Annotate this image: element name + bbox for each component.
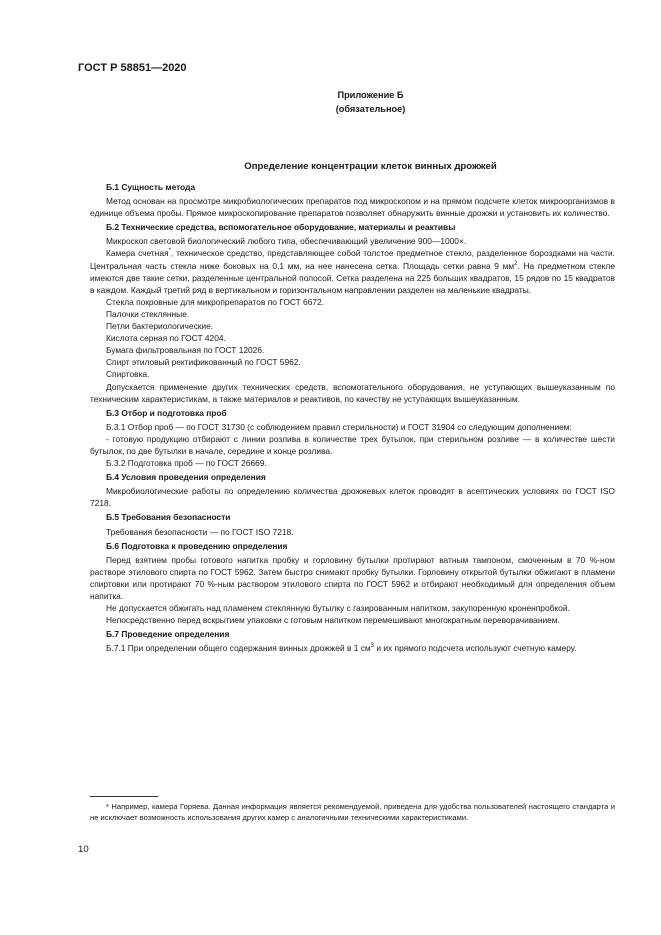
text-span: . На предметном стекле имеются две такие сетки, разделенные центральной полосой. Сетка разделена на 225 больших квадратов, 15 рядов по 15 квадратов в каждом. Каждый третий ряд в вертикальном и горизонтальном направлении разделен на маленькие квадраты. [90, 260, 615, 295]
section-heading-b4: Б.4 Условия проведения определения [106, 472, 266, 483]
appendix-label: Приложение Б [337, 90, 404, 100]
superscript: 2 [514, 260, 518, 267]
text-span: и их прямого подсчета используют счетную камеру. [374, 643, 577, 654]
paragraph: Микроскоп световой биологический любого типа, обеспечивающий увеличение 900—1000×. [106, 236, 467, 247]
paragraph: Допускается применение других технических средств, вспомогательного оборудования, не уступающих вышеуказанным по техническим характеристикам, а также материалов и реактивов, по качеству не уступающих вышеуказанным. [90, 381, 615, 404]
section-heading-b2: Б.2 Технические средства, вспомогательное оборудование, материалы и реактивы [106, 222, 456, 233]
page-number: 10 [78, 844, 89, 855]
list-item: Спирт этиловый ректификованный по ГОСТ 5962. [106, 357, 301, 368]
paragraph: Микробиологические работы по определению количества дрожжевых клеток проводят в асептических условиях по ГОСТ ISO 7218. [90, 486, 615, 509]
superscript: 3 [370, 643, 375, 650]
footnote-separator [90, 796, 158, 797]
paragraph: Б.3.1 Отбор проб — по ГОСТ 31730 (с соблюдением правил стерильности) и ГОСТ 31904 со следующим дополнением: [106, 421, 572, 432]
paragraph: Не допускается обжигать над пламенем стеклянную бутылку с газированным напитком, закупоренную кроненпробкой. [106, 603, 570, 614]
list-item: Спиртовка. [106, 369, 150, 380]
section-heading-b5: Б.5 Требования безопасности [106, 512, 231, 523]
document-body [90, 181, 615, 654]
paragraph: Метод основан на просмотре микробиологических препаратов под микроскопом и на прямом подсчете клеток микроорганизмов в единице объема пробы. Прямое микроскопирование препаратов позволяет обнаружить винные дрожжи и установить их количество. [90, 196, 615, 219]
paragraph: Требования безопасности — по ГОСТ ISO 7218. [106, 526, 294, 537]
text-span: , техническое средство, представляющее собой толстое предметное стекло, разделенное бороздками на части. Центральная часть стекла ниже боковых на 0,1 мм, на нее нанесена сетка. Площадь сетки равна 9 мм [90, 248, 615, 271]
footnote-ref: * [168, 248, 171, 255]
standard-designation: ГОСТ Р 58851—2020 [78, 62, 187, 74]
footnote: * Например, камера Горяева. Данная информация является рекомендуемой, приведена для удобства пользователей настоящего стандарта и не исключает возможность использования других камер с аналогичными техническими характеристиками. [90, 802, 615, 823]
text-span: Камера счетная [106, 248, 169, 259]
list-item: Кислота серная по ГОСТ 4204. [106, 333, 226, 344]
paragraph: Непосредственно перед вскрытием упаковки с готовым напитком перемешивают многократным переворачиванием. [106, 615, 560, 626]
section-heading-b3: Б.3 Отбор и подготовка проб [106, 407, 227, 418]
list-item: Бумага фильтровальная по ГОСТ 12026. [106, 345, 265, 356]
section-heading-b7: Б.7 Проведение определения [106, 629, 230, 640]
paragraph: Перед взятием пробы готового напитка пробку и горловину бутылки протирают ватным тампоном, смоченным в 70 %-ном растворе этилового спирта по ГОСТ 5962. Затем быстро снимают пробку бутылки. Горловину открытой бутылки обжигают в пламени спиртовки или протирают 70 %-ным раствором этилового спирта по ГОСТ 5962 и отбирают необходимый для определения объем напитка. [90, 554, 615, 601]
list-item: Петли бактериологические. [106, 321, 214, 332]
appendix-title: Определение концентрации клеток винных дрожжей [244, 161, 497, 172]
section-heading-b6: Б.6 Подготовка к проведению определения [106, 540, 288, 551]
paragraph: - готовую продукцию отбирают с линии розлива в количестве трех бутылок, при стерильном розливе — в количестве шести бутылок, по две бутылки в начале, середине и конце розлива. [90, 433, 615, 456]
paragraph-counting-chamber [90, 247, 615, 295]
section-heading-b1: Б.1 Сущность метода [106, 182, 196, 192]
text-span: Б.7.1 При определении общего содержания винных дрожжей в 1 см [106, 643, 371, 654]
appendix-status: (обязательное) [335, 104, 406, 114]
list-item: Палочки стеклянные. [106, 308, 190, 319]
paragraph: Б.3.2 Подготовка проб — по ГОСТ 26669. [106, 458, 267, 469]
paragraph-b7-1 [90, 642, 615, 654]
list-item: Стекла покровные для микропрепаратов по ГОСТ 6672. [106, 296, 324, 307]
